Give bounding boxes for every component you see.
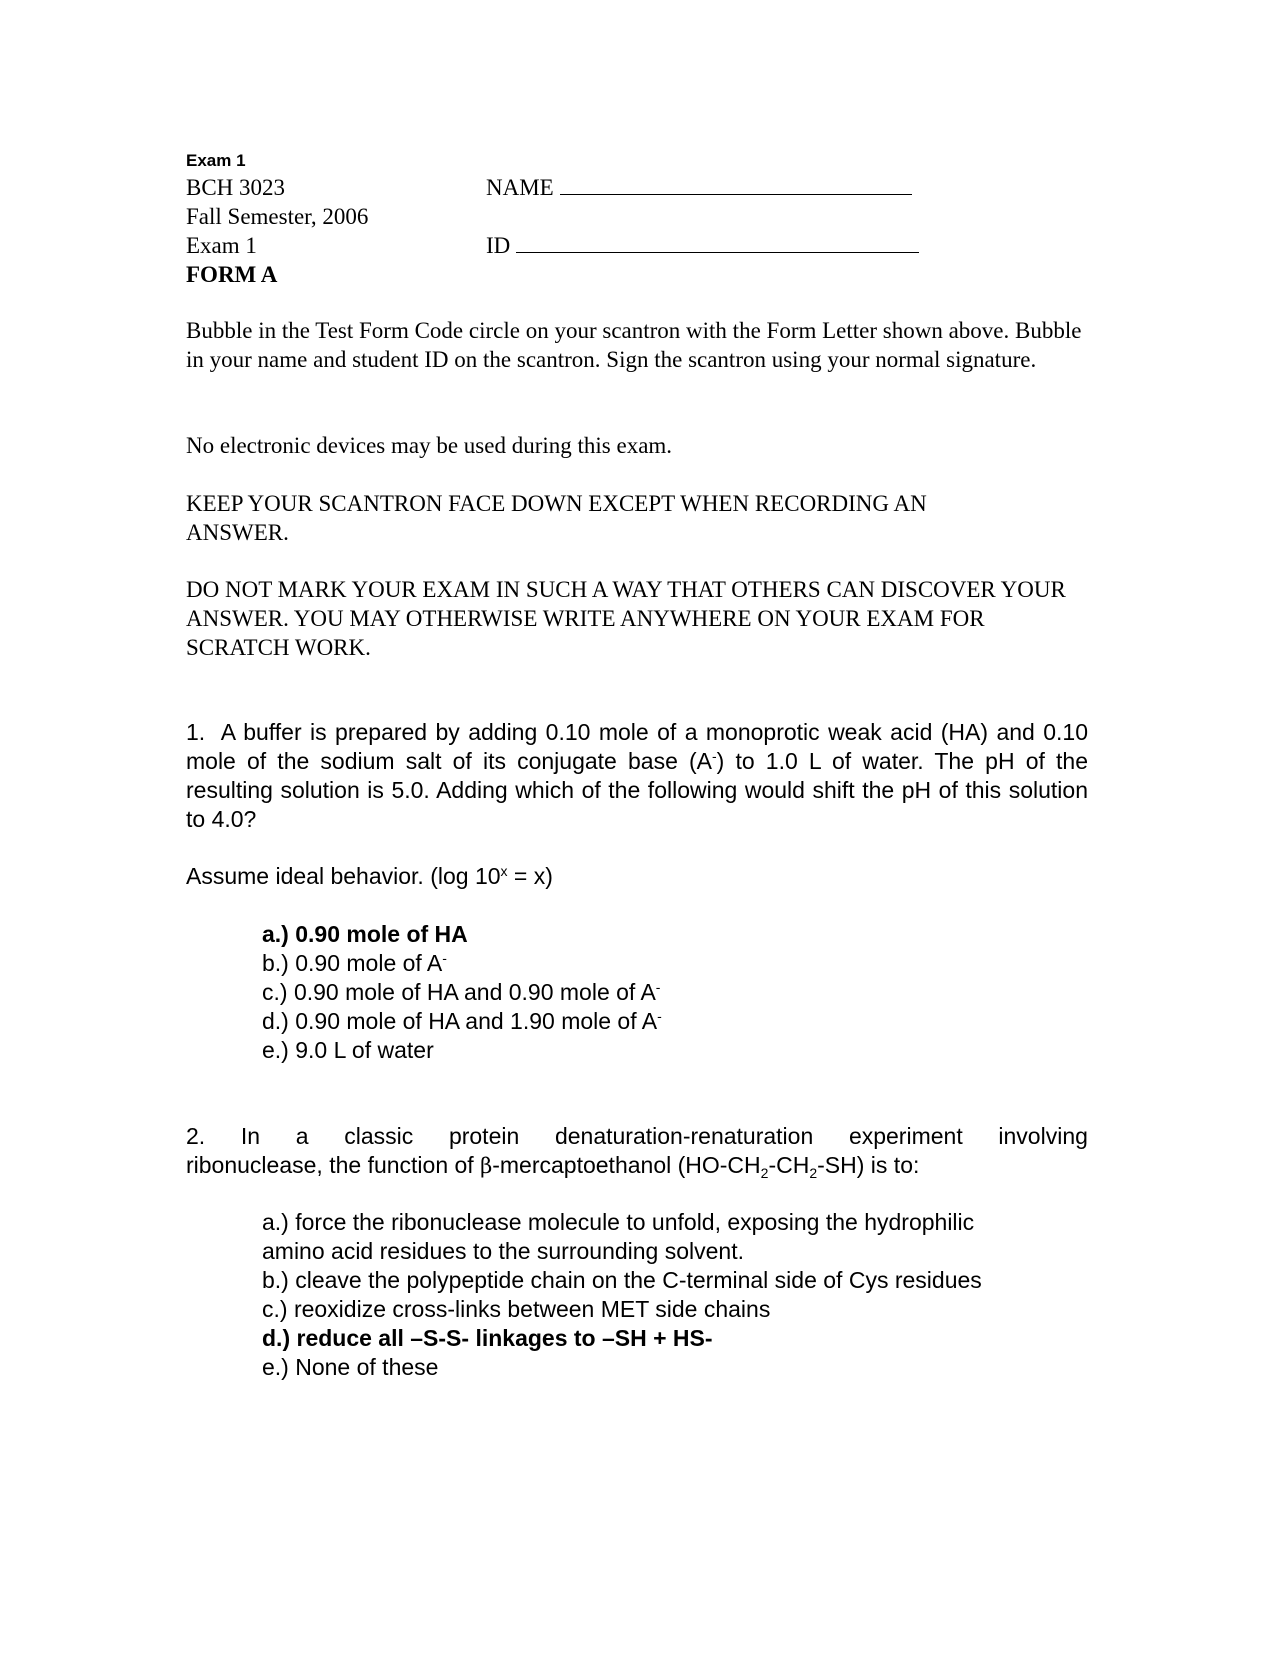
q1-text-a: A buffer is prepared by adding 0.10 mole of a monoprotic weak acid (HA) and 0.10 mole of the sodium salt of its conjugate base (A — [186, 719, 1088, 774]
q2-choice-a-line1: a.) force the ribonuclease molecule to unfold, exposing the hydrophilic — [262, 1209, 975, 1235]
q2-choices — [262, 1208, 982, 1382]
q1-choices — [262, 920, 662, 1065]
q1-choice-e[interactable]: e.) 9.0 L of water — [262, 1037, 434, 1063]
q2-line-1 — [186, 1122, 1088, 1151]
id-line[interactable] — [516, 232, 919, 253]
q1-choice-d[interactable] — [262, 1007, 662, 1036]
q1-choice-c-text: c.) 0.90 mole of HA and 0.90 mole of A — [262, 979, 656, 1005]
q1-choice-c[interactable] — [262, 978, 662, 1007]
q2-w6: denaturation-renaturation — [554, 1123, 814, 1149]
q2-choice-c[interactable]: c.) reoxidize cross-links between MET side chains — [262, 1296, 771, 1322]
semester: Fall Semester, 2006 — [186, 204, 369, 229]
question-2 — [186, 1122, 1088, 1181]
q1-number: 1. — [186, 719, 206, 745]
q2-choice-a[interactable] — [262, 1208, 982, 1266]
q2-choice-d[interactable]: d.) reduce all –S-S- linkages to –SH + HS- — [262, 1325, 713, 1351]
q2-line2-a: ribonuclease, the function of — [186, 1152, 481, 1178]
q1-assumption — [186, 862, 553, 891]
q2-w1: 2. — [186, 1123, 206, 1149]
q1-choice-c-sup: - — [655, 979, 661, 995]
q1-text-b: ) to 1.0 L of water. The pH of the resulting solution is 5.0. Adding which of the following would shift the pH of this solution to 4.0? — [186, 748, 1088, 832]
q1-choice-a[interactable]: a.) 0.90 mole of HA — [262, 921, 468, 947]
q2-w5: protein — [448, 1123, 520, 1149]
q2-line2-c: -CH — [768, 1152, 810, 1178]
id-label: ID — [486, 233, 511, 258]
q1-choice-d-sup: - — [657, 1008, 662, 1024]
q2-line-2 — [186, 1151, 1088, 1181]
q1-assume-sup: x — [500, 863, 508, 879]
q2-w7: experiment — [848, 1123, 963, 1149]
q2-sub-1: 2 — [760, 1165, 769, 1181]
q2-choice-e[interactable]: e.) None of these — [262, 1354, 439, 1380]
exam-number: Exam 1 — [186, 233, 257, 258]
q1-assume-a: Assume ideal behavior. (log 10 — [186, 863, 501, 889]
q2-w8: involving — [998, 1123, 1088, 1149]
q2-w3: a — [295, 1123, 309, 1149]
form-letter: FORM A — [186, 262, 278, 287]
name-line[interactable] — [560, 174, 912, 195]
name-field[interactable] — [486, 173, 912, 202]
q2-choice-a-line2: amino acid residues to the surrounding solvent. — [262, 1238, 745, 1264]
q1-text-a-sup: - — [712, 748, 717, 764]
q1-choice-b-text: b.) 0.90 mole of A — [262, 950, 443, 976]
q1-assume-b: = x) — [507, 863, 553, 889]
name-label: NAME — [486, 175, 554, 200]
course-code: BCH 3023 — [186, 175, 286, 200]
q2-w4: classic — [344, 1123, 414, 1149]
instructions-bubble: Bubble in the Test Form Code circle on your scantron with the Form Letter shown above. Bubble in your name and student ID on the scantron. Sign the scantron using your normal signature. — [186, 318, 1082, 372]
id-field[interactable] — [486, 231, 919, 260]
instructions-keep: KEEP YOUR SCANTRON FACE DOWN EXCEPT WHEN RECORDING AN ANSWER. — [186, 491, 927, 545]
q1-choice-d-text: d.) 0.90 mole of HA and 1.90 mole of A — [262, 1008, 658, 1034]
q1-choice-b-sup: - — [442, 950, 447, 966]
beta-symbol: β — [480, 1154, 493, 1178]
instructions-devices: No electronic devices may be used during this exam. — [186, 433, 673, 458]
instructions-donot: DO NOT MARK YOUR EXAM IN SUCH A WAY THAT OTHERS CAN DISCOVER YOUR ANSWER. YOU MAY OTHERWISE WRITE ANYWHERE ON YOUR EXAM FOR SCRATCH WORK. — [186, 577, 1066, 660]
q2-choice-b[interactable]: b.) cleave the polypeptide chain on the C-terminal side of Cys residues — [262, 1267, 982, 1293]
question-1 — [186, 718, 1088, 834]
exam-label: Exam 1 — [186, 151, 246, 170]
q1-choice-b[interactable] — [262, 949, 662, 978]
q2-w2: In — [240, 1123, 261, 1149]
q2-line2-d: -SH) is to: — [817, 1152, 920, 1178]
q2-sub-2: 2 — [809, 1165, 818, 1181]
q2-line2-b: -mercaptoethanol (HO-CH — [492, 1152, 761, 1178]
